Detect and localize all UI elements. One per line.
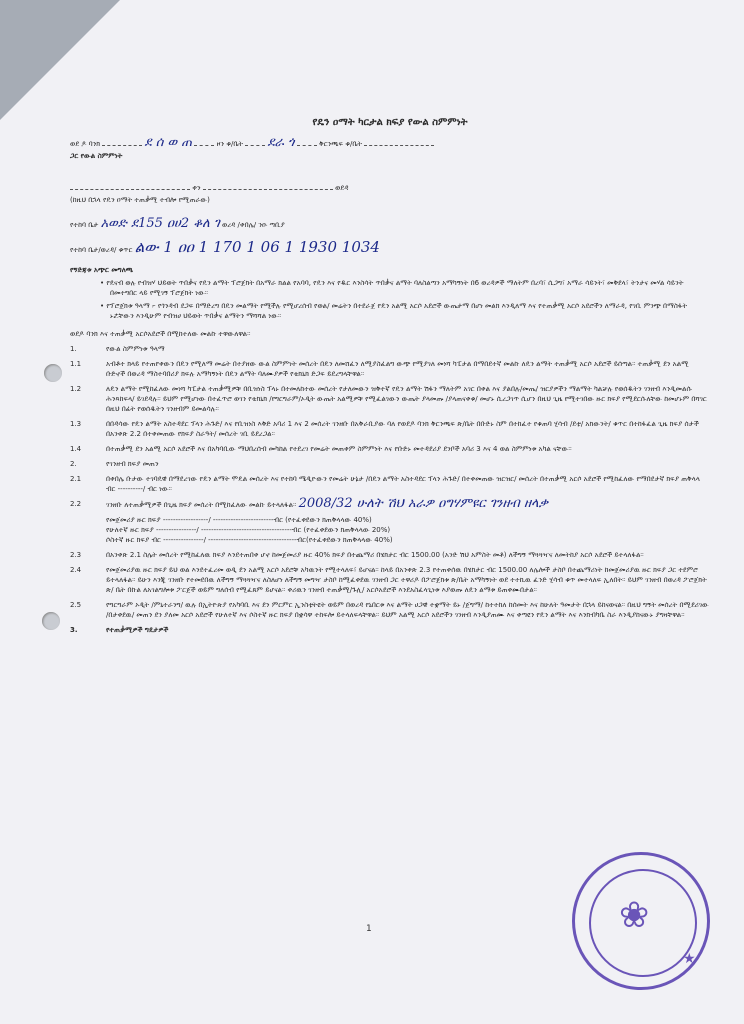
bullet-item: • የዴናብ ወሉ የብዝሃ ህይወት ጥበቃና የዴን ልማት ፕሮጀክት በአማራ ክልል የአባባ, የዴን እና የዱር እንስሳት ጥበቃና ልማት ባለስልጣን አማካኝነት በ6 ወረዳዎች ማለትም በረባ፣ ሲጋግ፣ አማራ ሳይንት፣ መቅደላ፣ ትንታና መሃል ሳይንት በመተግበር ላይ የሚገኝ ፕሮጀክት ነው። [100, 279, 684, 297]
bank-label: ወደ ዶ ባንክ [70, 140, 101, 148]
section-heading: 1. የውል ስምምነቱ ዓላማ [70, 345, 165, 353]
intro-text: ወደዶ ባንክ እና ተጠቃሚ አርሶአደሮች በሚከተለው መልኩ ተዋውለዋል። [70, 330, 251, 338]
clause: 1.2 ለዴን ልማት የሚከፈለው መነሻ ካፒታል ተጠቃሚዎቹ በቢዝነስ ፕላኑ በተመለከተው መሰረት የታለመውን ዝቅተኛ የዴን ልማት ሽፋን ማለትም አገር በቀል እና ያልበሉ/መጤ/ ዝርያዎችን ማልማት ካልቻሉ የወሰዱትን ገንዘብ እንዲመልሱ ሕንጻከፍላ/ ይገደዳሉ። ይህም የሚሆነው በተፈጥሮ ወገን የቴክኒክ /የግርግራም/ኦዲት ውጤት አልሚዎቹ የሚፈልገውን ውጤት ያላመጡ /ያላጠናቀቁ/ መሆኑ ሲረጋገጥ ሲሆን በዚህ ጊዜ የሚተገበው ዙር ክፍያ የሚደርሱለቸው ከመሆኑም በሻገር በዚህ በፊት የወሰዱትን ገንዘብም ይመልሳሉ። [70, 385, 707, 413]
star-icon: ★ [683, 951, 696, 967]
fee-schedule [106, 515, 710, 545]
name-line [70, 216, 710, 231]
page-number: 1 [366, 924, 372, 934]
flower-icon: ❀ [619, 895, 650, 936]
date-label: ወደዳ [335, 184, 349, 192]
official-stamp [572, 852, 710, 990]
name-handwritten: አወድ ደ155 ዐሀ2 ቆለ ገ [100, 216, 220, 231]
clause: 1.1 አብቶተ ክላይ የተጠየቀውን በዴን የሚለማ መሬት በተያዘው ውል ስምምነት መሰረት በዴን ለመሸፈን ለሚያስፈልግ ውጭ የሚያገለ መነሻ ካፒታል በማበደተኛ መልኩ ለዴን ልማት ተጠቃሚ አርሶ አደሮች ይሰጣል። ተጠቃሚ ደን አልሚ ቡድኖች በወረዳ ማስተባበሪያ ክፍሉ አማካኝነት በዴን ልማት ባለሙያዎች የቴክኒክ ድጋፍ ይደረግላቸዋል። [70, 360, 689, 378]
house-label: የተከባ ቤታ/ወረዳ/ ቁጥር [70, 246, 133, 254]
section-heading: 2. የገንዘብ ክፍያ መጠን [70, 460, 159, 468]
punch-hole [42, 612, 60, 630]
clause: 2.2 ገንዘቡ ለተጠቃሚዎች በጊዜ ክፍያ መሰረት በሚከፈለው መልኩ ይተላለፋል። 2008/32 ሁለት ሽህ አራዎ ዐግሃምዩር ገንዘብ ዘላቃ [70, 496, 549, 511]
date-line [70, 183, 710, 193]
branch-handwritten: ደራ ጎ [267, 135, 295, 150]
subcity-label: ወረዳ /ቀበሌ/ ንዑ ጣቢያ [222, 221, 285, 229]
fee-line: የሁለተኛ ዙር ክፍያ ----------------/ ------------------------------------ብር (የተፈቀደውን ክጠቅላላው 20%) [106, 526, 391, 534]
house-line [70, 238, 710, 256]
amount-handwritten: 2008/32 ሁለት ሽህ አራዎ ዐግሃምዩር ገንዘብ ዘላቃ [298, 496, 549, 511]
fee-line: የመጀመሪያ ዙር ክፍያ ------------------/ ------------------------ብር (የተፈቀደውን ክጠቅላላው 40%) [106, 516, 372, 524]
bullet-item: • የፕሮጀክቱ ዓላማ ፦ የጎንዳብ ደጋፍ በማድረግ በዴን መልማት የሚችሉ የሚሆረሰብ የወል/ መሬትን በተደራጀ የዴን አልሚ አርሶ አደሮች ውጤታማ በሆነ መልክ እንዲለማ እና የተጠቃሚ አርሶ አደሮችን ለማራዳ, የገቢ ምንጭ በማስፋት ኑሯቸውን እንዲሁም የብዝሀ ህይወት ጥበቃና ልማትን ማሻሻል ነው። [100, 302, 688, 320]
name-label: የተከባ ቤታ [70, 221, 99, 229]
clause: 2.5 የግርግራም ኦዲት /ምኒተራንግ/ ዉሉ በኢትዮጵያ የአካባቢ እና ደን ምርምር ኢንስቲትዩት ወይም በወረዳ የኒበርቱ እና ልማት ሀጋዊ ተቋማት ይኑ /ጀግማ/ ከተተከለ ከሰመት እና ከሁለት ዓመታት በኋላ ይከናወናል። በዚህ ግኝት መሰረት በሚደሪገው /በታቀደዉ/ መጠን ደን ያለመ አርሶ አደሮች የሁለተኛ እና ሶስተኛ ዙር ክፍያ በቋሳዋ ተከፍሎ ይተላለፍላቸዋል። ይህም አልሚ አርሶ አደሮችን ገንዘብ እንዲያጠሙ እና ቀጣዩን የዴን ልማት እና እንክብካቤ ስራ እንዲያከናውኑ ያግዛቸዋል። [70, 601, 709, 619]
clause: 2.1 በቀበሌ ቡታው ተገባዴዊ በማደረገው የዴን ልማት ሞዴል መሰረት እና የተከባ ሜዲዮውን የመሬት ሁኔታ /በዴን ልማት አስተዳደር ፕላን ሕጉድ/ በተቀመጠው ዝርዝር/ መሰረት በተጠቃሚ አርሶ አደሮች የሚከፈለው የማበደታኛ ክፍያ ጠቅላላ ብር ----------/ ብር ነው። [70, 475, 700, 493]
clause: 1.4 በተጠቃሚ ደን አልሚ አርሶ አደሮች እና በአካባቢው ማህበረሰብ መካከል የተደረገ የመሬት መጠቀም ስምምነት እና የቡድኑ መተዳደሪያ ደንቦች አባሪ 3 እና 4 ወል ስምምነቱ አካል ናቸው። [70, 445, 572, 453]
bank-handwritten: ደ ሰ ወ ጠ [144, 135, 193, 150]
clause: 1.3 በበዳሳው የዴን ልማት አስተዳደር ፕላን ሕጉድ/ እና የቢዝነስ እቅድ አባሪ 1 እና 2 መሰረት ገንዘቡ በአቅራቢያው ባለ የወደዶ ባንክ ቅርንጫፍ ጽ/ቤት በቡድኑ ስም በተከፈተ የቁጠባ ሂሳብ /ደቲ/ አክውንት/ ቁጥር በተከፋፈል ጊዜ ክፍያ ሰታች በአንቀጽ 2.2 በተቀመጠው የክፍያ ስራዓት/ መሰረት ገቢ ይደረጋል። [70, 420, 699, 438]
fee-line: ሶስተኛ ዙር ክፍያ ብር ----------------/ -----------------------------------ብር(የተፈቀደውን ክጠቅላላው 40%) [106, 536, 393, 544]
contract-body [70, 118, 710, 640]
house-handwritten: ልው 1 ዐዐ 1 170 1 06 1 1930 1034 [134, 238, 380, 256]
clause: 2.4 የመጀመሪያዉ ዙር ክፍያ ይህ ወል እንደተፈረመ ወዲ ደን አልሚ አርሶ አደሮቹ አካዉንት የሚተላለፍ፣ ይሆናል። ከላይ በአንቀጽ 2.3 የተጠቀሰዉ በሄክታር ብር 1500.00 ለሌሎች ታስቦ በተጨማሪነት ከመጀመሪያዉ ዙር ክፍያ ጋር ተደምሮ ይተላለፋል። ይሁን እንጂ ገንዘቡ የተመደበዉ ለችግኝ ማጓጓዣና ለስለሆነ ለችግኝ መግዣ ታስቦ ከሚፈቀደዉ ገንዘብ ጋር ተዋሪዶ በፖሮጀክቱ ጽ/ቤት አማካኝነት ወደ ተተኪዉ ፈንድ ሂሳብ ቁጥ መተላለፍ ኢለበት። ይህም ገንዘብ በወረዳ ፖሮጀክት ጽ/ ቤት በኩል ለአገልግሎቱ ፖርጀች ወይም ግለሰብ የሚፈጸም ይሆናል። ቀሪዉን ገንዘብ ተጠቃሚ/ጉሊ/ አርሶአደሮች እንደአስፈላጊነቱ እያወጡ ለዴን ልማቱ ይጠቀሙበታል። [70, 566, 707, 594]
purpose-heading: የኝድጃቱ አጭር መግለጫ [70, 266, 134, 274]
section-heading: 3. የተጠቃሚዎች ግዴታዎች [70, 626, 169, 634]
day-label: ቀን [192, 184, 201, 192]
reference-label: (ከዚህ በኋላ የዴን ዐማት ተጠቃሚ ተብሎ የሚጠራው) [70, 196, 210, 204]
punch-hole [44, 364, 62, 382]
office-label: ቅርንጫፍ ቁ/ቤት [318, 140, 362, 148]
agreement-label: ጋር የውል ስምምነት [70, 152, 123, 160]
clause: 2.3 በአንቀጽ 2.1 ስሌት መሰረት የሚከፈለዉ ክፍያ እንደተጠበቀ ሆኖ ከመጀመሪያ ዙር 40% ክፍያ በተጨማሪ በሄክታር ብር 1500.00 (አንድ ሽህ አምስት መቶ) ለችግኝ ማጓጓዣና ለመትከያ አርሶ አደሮች ይተላለፋል። [70, 551, 644, 559]
branch-label: ዞን ቁ/ቤት [216, 140, 243, 148]
document-title: የዴን ዐማት ካርታል ክፍያ የውል ስምምነት [312, 117, 468, 128]
party-line [70, 135, 710, 150]
